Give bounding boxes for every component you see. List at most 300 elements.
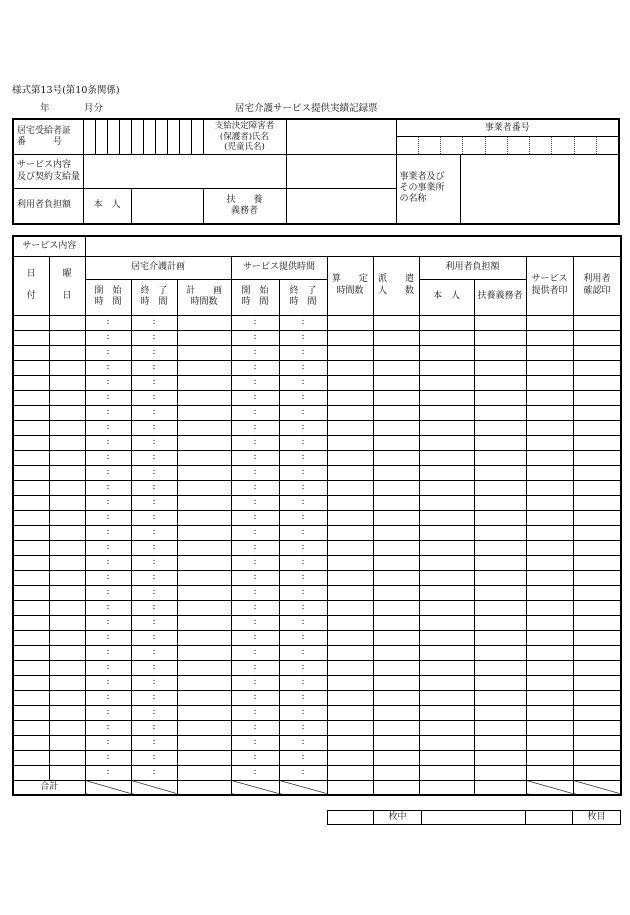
plan-end-cell[interactable] bbox=[131, 405, 177, 420]
day-cell[interactable] bbox=[13, 540, 49, 555]
burden-self-cell[interactable] bbox=[419, 375, 474, 390]
weekday-cell[interactable] bbox=[49, 600, 85, 615]
user-seal-cell[interactable] bbox=[573, 555, 621, 570]
plan-end-cell[interactable] bbox=[131, 765, 177, 780]
service-contract-field-2[interactable] bbox=[286, 155, 396, 189]
burden-dependent-cell[interactable] bbox=[474, 450, 526, 465]
burden-dependent-cell[interactable] bbox=[474, 495, 526, 510]
weekday-cell[interactable] bbox=[49, 720, 85, 735]
dispatch-cell[interactable] bbox=[373, 750, 419, 765]
plan-start-cell[interactable] bbox=[85, 360, 131, 375]
plan-hours-cell[interactable] bbox=[177, 525, 231, 540]
calc-hours-cell[interactable] bbox=[327, 405, 373, 420]
beneficiary-name-field[interactable] bbox=[286, 119, 396, 155]
plan-end-cell[interactable] bbox=[131, 660, 177, 675]
burden-self-cell[interactable] bbox=[419, 735, 474, 750]
plan-hours-cell[interactable] bbox=[177, 435, 231, 450]
burden-dependent-cell[interactable] bbox=[474, 465, 526, 480]
day-cell[interactable] bbox=[13, 555, 49, 570]
day-cell[interactable] bbox=[13, 570, 49, 585]
burden-self-cell[interactable] bbox=[419, 690, 474, 705]
provision-end-cell[interactable] bbox=[279, 615, 327, 630]
dispatch-cell[interactable] bbox=[373, 390, 419, 405]
user-seal-cell[interactable] bbox=[573, 735, 621, 750]
burden-self-cell[interactable] bbox=[419, 720, 474, 735]
burden-self-cell[interactable] bbox=[419, 390, 474, 405]
plan-start-cell[interactable] bbox=[85, 615, 131, 630]
calc-hours-cell[interactable] bbox=[327, 720, 373, 735]
plan-start-cell[interactable] bbox=[85, 420, 131, 435]
user-seal-cell[interactable] bbox=[573, 375, 621, 390]
provision-start-cell[interactable] bbox=[231, 525, 279, 540]
burden-dependent-cell[interactable] bbox=[474, 690, 526, 705]
user-seal-cell[interactable] bbox=[573, 465, 621, 480]
weekday-cell[interactable] bbox=[49, 645, 85, 660]
calc-hours-cell[interactable] bbox=[327, 675, 373, 690]
provider-seal-cell[interactable] bbox=[526, 360, 573, 375]
plan-end-cell[interactable] bbox=[131, 525, 177, 540]
plan-start-cell[interactable] bbox=[85, 720, 131, 735]
plan-start-cell[interactable] bbox=[85, 510, 131, 525]
plan-hours-cell[interactable] bbox=[177, 705, 231, 720]
plan-start-cell[interactable] bbox=[85, 765, 131, 780]
burden-self-cell[interactable] bbox=[419, 510, 474, 525]
provider-seal-cell[interactable] bbox=[526, 345, 573, 360]
provider-seal-cell[interactable] bbox=[526, 480, 573, 495]
weekday-cell[interactable] bbox=[49, 660, 85, 675]
burden-dependent-cell[interactable] bbox=[474, 645, 526, 660]
plan-end-cell[interactable] bbox=[131, 420, 177, 435]
provision-start-cell[interactable] bbox=[231, 540, 279, 555]
burden-dependent-cell[interactable] bbox=[474, 705, 526, 720]
weekday-cell[interactable] bbox=[49, 675, 85, 690]
plan-hours-cell[interactable] bbox=[177, 315, 231, 330]
user-seal-cell[interactable] bbox=[573, 660, 621, 675]
calc-hours-cell[interactable] bbox=[327, 525, 373, 540]
plan-start-cell[interactable] bbox=[85, 450, 131, 465]
calc-hours-cell[interactable] bbox=[327, 735, 373, 750]
burden-dependent-cell[interactable] bbox=[474, 675, 526, 690]
burden-self-cell[interactable] bbox=[419, 495, 474, 510]
day-cell[interactable] bbox=[13, 405, 49, 420]
burden-self-cell[interactable] bbox=[419, 645, 474, 660]
provision-end-cell[interactable] bbox=[279, 645, 327, 660]
provision-start-cell[interactable] bbox=[231, 630, 279, 645]
provision-end-cell[interactable] bbox=[279, 720, 327, 735]
dispatch-cell[interactable] bbox=[373, 360, 419, 375]
plan-end-cell[interactable] bbox=[131, 495, 177, 510]
plan-start-cell[interactable] bbox=[85, 375, 131, 390]
burden-dependent-cell[interactable] bbox=[474, 390, 526, 405]
dispatch-cell[interactable] bbox=[373, 675, 419, 690]
dispatch-cell[interactable] bbox=[373, 330, 419, 345]
calc-hours-cell[interactable] bbox=[327, 705, 373, 720]
provision-end-cell[interactable] bbox=[279, 585, 327, 600]
provision-end-cell[interactable] bbox=[279, 735, 327, 750]
weekday-cell[interactable] bbox=[49, 585, 85, 600]
day-cell[interactable] bbox=[13, 330, 49, 345]
user-seal-cell[interactable] bbox=[573, 705, 621, 720]
provision-end-cell[interactable] bbox=[279, 690, 327, 705]
calc-hours-cell[interactable] bbox=[327, 630, 373, 645]
provision-end-cell[interactable] bbox=[279, 330, 327, 345]
dispatch-cell[interactable] bbox=[373, 705, 419, 720]
burden-dependent-cell[interactable] bbox=[474, 420, 526, 435]
provision-start-cell[interactable] bbox=[231, 690, 279, 705]
calc-hours-cell[interactable] bbox=[327, 390, 373, 405]
calc-hours-cell[interactable] bbox=[327, 345, 373, 360]
provision-end-cell[interactable] bbox=[279, 600, 327, 615]
dispatch-cell[interactable] bbox=[373, 660, 419, 675]
provider-seal-cell[interactable] bbox=[526, 765, 573, 780]
burden-self-cell[interactable] bbox=[419, 360, 474, 375]
provision-start-cell[interactable] bbox=[231, 465, 279, 480]
dispatch-cell[interactable] bbox=[373, 645, 419, 660]
weekday-cell[interactable] bbox=[49, 405, 85, 420]
provider-seal-cell[interactable] bbox=[526, 570, 573, 585]
provider-number-boxes[interactable] bbox=[397, 137, 619, 154]
provider-seal-cell[interactable] bbox=[526, 690, 573, 705]
user-seal-cell[interactable] bbox=[573, 510, 621, 525]
dispatch-cell[interactable] bbox=[373, 720, 419, 735]
provision-end-cell[interactable] bbox=[279, 375, 327, 390]
burden-self-cell[interactable] bbox=[419, 765, 474, 780]
user-seal-cell[interactable] bbox=[573, 720, 621, 735]
burden-dependent-cell[interactable] bbox=[474, 315, 526, 330]
provider-seal-cell[interactable] bbox=[526, 615, 573, 630]
plan-start-cell[interactable] bbox=[85, 750, 131, 765]
plan-start-cell[interactable] bbox=[85, 645, 131, 660]
weekday-cell[interactable] bbox=[49, 390, 85, 405]
provider-seal-cell[interactable] bbox=[526, 645, 573, 660]
user-seal-cell[interactable] bbox=[573, 675, 621, 690]
provider-name-field[interactable] bbox=[460, 155, 619, 224]
provision-start-cell[interactable] bbox=[231, 705, 279, 720]
plan-end-cell[interactable] bbox=[131, 735, 177, 750]
provision-start-cell[interactable] bbox=[231, 330, 279, 345]
provider-seal-cell[interactable] bbox=[526, 375, 573, 390]
plan-hours-cell[interactable] bbox=[177, 600, 231, 615]
burden-dependent-cell[interactable] bbox=[474, 600, 526, 615]
provider-seal-cell[interactable] bbox=[526, 735, 573, 750]
burden-self-cell[interactable] bbox=[419, 315, 474, 330]
provision-end-cell[interactable] bbox=[279, 510, 327, 525]
provider-seal-cell[interactable] bbox=[526, 510, 573, 525]
provision-start-cell[interactable] bbox=[231, 315, 279, 330]
day-cell[interactable] bbox=[13, 660, 49, 675]
dispatch-cell[interactable] bbox=[373, 570, 419, 585]
provider-seal-cell[interactable] bbox=[526, 405, 573, 420]
dispatch-cell[interactable] bbox=[373, 465, 419, 480]
provision-start-cell[interactable] bbox=[231, 660, 279, 675]
burden-self-cell[interactable] bbox=[419, 540, 474, 555]
user-seal-cell[interactable] bbox=[573, 315, 621, 330]
calc-hours-cell[interactable] bbox=[327, 555, 373, 570]
weekday-cell[interactable] bbox=[49, 540, 85, 555]
burden-self-cell[interactable] bbox=[419, 465, 474, 480]
plan-start-cell[interactable] bbox=[85, 315, 131, 330]
provision-end-cell[interactable] bbox=[279, 405, 327, 420]
calc-hours-cell[interactable] bbox=[327, 330, 373, 345]
burden-self-cell[interactable] bbox=[419, 570, 474, 585]
day-cell[interactable] bbox=[13, 480, 49, 495]
plan-hours-cell[interactable] bbox=[177, 360, 231, 375]
plan-hours-cell[interactable] bbox=[177, 630, 231, 645]
day-cell[interactable] bbox=[13, 765, 49, 780]
provider-seal-cell[interactable] bbox=[526, 555, 573, 570]
calc-hours-cell[interactable] bbox=[327, 510, 373, 525]
plan-hours-cell[interactable] bbox=[177, 480, 231, 495]
plan-end-cell[interactable] bbox=[131, 630, 177, 645]
user-seal-cell[interactable] bbox=[573, 600, 621, 615]
provider-seal-cell[interactable] bbox=[526, 720, 573, 735]
plan-hours-cell[interactable] bbox=[177, 405, 231, 420]
weekday-cell[interactable] bbox=[49, 570, 85, 585]
day-cell[interactable] bbox=[13, 615, 49, 630]
weekday-cell[interactable] bbox=[49, 450, 85, 465]
plan-start-cell[interactable] bbox=[85, 465, 131, 480]
day-cell[interactable] bbox=[13, 585, 49, 600]
plan-end-cell[interactable] bbox=[131, 540, 177, 555]
dispatch-cell[interactable] bbox=[373, 735, 419, 750]
provision-end-cell[interactable] bbox=[279, 630, 327, 645]
burden-dependent-cell[interactable] bbox=[474, 525, 526, 540]
burden-dependent-cell[interactable] bbox=[474, 540, 526, 555]
provider-seal-cell[interactable] bbox=[526, 540, 573, 555]
weekday-cell[interactable] bbox=[49, 735, 85, 750]
burden-self-cell[interactable] bbox=[419, 705, 474, 720]
weekday-cell[interactable] bbox=[49, 525, 85, 540]
dispatch-cell[interactable] bbox=[373, 405, 419, 420]
total-burden-self[interactable] bbox=[419, 780, 474, 795]
plan-end-cell[interactable] bbox=[131, 645, 177, 660]
day-cell[interactable] bbox=[13, 600, 49, 615]
weekday-cell[interactable] bbox=[49, 615, 85, 630]
dispatch-cell[interactable] bbox=[373, 510, 419, 525]
day-cell[interactable] bbox=[13, 720, 49, 735]
user-seal-cell[interactable] bbox=[573, 345, 621, 360]
plan-hours-cell[interactable] bbox=[177, 750, 231, 765]
burden-self-cell[interactable] bbox=[419, 555, 474, 570]
day-cell[interactable] bbox=[13, 345, 49, 360]
recipient-number-box[interactable] bbox=[191, 119, 203, 155]
provision-start-cell[interactable] bbox=[231, 345, 279, 360]
provision-end-cell[interactable] bbox=[279, 450, 327, 465]
provision-end-cell[interactable] bbox=[279, 435, 327, 450]
recipient-number-box[interactable] bbox=[83, 119, 95, 155]
dispatch-cell[interactable] bbox=[373, 315, 419, 330]
plan-end-cell[interactable] bbox=[131, 720, 177, 735]
dispatch-cell[interactable] bbox=[373, 765, 419, 780]
provider-seal-cell[interactable] bbox=[526, 630, 573, 645]
dispatch-cell[interactable] bbox=[373, 525, 419, 540]
dispatch-cell[interactable] bbox=[373, 555, 419, 570]
burden-self-cell[interactable] bbox=[419, 675, 474, 690]
day-cell[interactable] bbox=[13, 675, 49, 690]
plan-hours-cell[interactable] bbox=[177, 465, 231, 480]
weekday-cell[interactable] bbox=[49, 555, 85, 570]
weekday-cell[interactable] bbox=[49, 765, 85, 780]
user-seal-cell[interactable] bbox=[573, 540, 621, 555]
day-cell[interactable] bbox=[13, 630, 49, 645]
calc-hours-cell[interactable] bbox=[327, 360, 373, 375]
plan-start-cell[interactable] bbox=[85, 525, 131, 540]
calc-hours-cell[interactable] bbox=[327, 375, 373, 390]
plan-end-cell[interactable] bbox=[131, 330, 177, 345]
recipient-number-box[interactable] bbox=[107, 119, 119, 155]
recipient-number-box[interactable] bbox=[179, 119, 191, 155]
burden-self-cell[interactable] bbox=[419, 405, 474, 420]
provider-seal-cell[interactable] bbox=[526, 675, 573, 690]
service-contract-field[interactable] bbox=[83, 155, 286, 189]
provision-end-cell[interactable] bbox=[279, 465, 327, 480]
burden-dependent-cell[interactable] bbox=[474, 750, 526, 765]
plan-hours-cell[interactable] bbox=[177, 510, 231, 525]
plan-start-cell[interactable] bbox=[85, 705, 131, 720]
plan-end-cell[interactable] bbox=[131, 555, 177, 570]
plan-end-cell[interactable] bbox=[131, 675, 177, 690]
plan-end-cell[interactable] bbox=[131, 600, 177, 615]
burden-dependent-cell[interactable] bbox=[474, 345, 526, 360]
burden-dependent-cell[interactable] bbox=[474, 615, 526, 630]
provision-end-cell[interactable] bbox=[279, 540, 327, 555]
day-cell[interactable] bbox=[13, 510, 49, 525]
plan-end-cell[interactable] bbox=[131, 360, 177, 375]
plan-end-cell[interactable] bbox=[131, 705, 177, 720]
provider-seal-cell[interactable] bbox=[526, 750, 573, 765]
user-seal-cell[interactable] bbox=[573, 570, 621, 585]
burden-dependent-cell[interactable] bbox=[474, 405, 526, 420]
user-seal-cell[interactable] bbox=[573, 615, 621, 630]
plan-hours-cell[interactable] bbox=[177, 540, 231, 555]
provision-end-cell[interactable] bbox=[279, 480, 327, 495]
provision-start-cell[interactable] bbox=[231, 390, 279, 405]
weekday-cell[interactable] bbox=[49, 315, 85, 330]
user-seal-cell[interactable] bbox=[573, 525, 621, 540]
user-seal-cell[interactable] bbox=[573, 750, 621, 765]
weekday-cell[interactable] bbox=[49, 345, 85, 360]
provision-end-cell[interactable] bbox=[279, 420, 327, 435]
burden-dependent-cell[interactable] bbox=[474, 360, 526, 375]
provision-end-cell[interactable] bbox=[279, 660, 327, 675]
plan-hours-cell[interactable] bbox=[177, 570, 231, 585]
provider-seal-cell[interactable] bbox=[526, 315, 573, 330]
recipient-number-box[interactable] bbox=[131, 119, 143, 155]
plan-hours-cell[interactable] bbox=[177, 555, 231, 570]
burden-self-cell[interactable] bbox=[419, 585, 474, 600]
burden-dependent-cell[interactable] bbox=[474, 510, 526, 525]
weekday-cell[interactable] bbox=[49, 750, 85, 765]
calc-hours-cell[interactable] bbox=[327, 570, 373, 585]
plan-end-cell[interactable] bbox=[131, 450, 177, 465]
provision-start-cell[interactable] bbox=[231, 375, 279, 390]
plan-start-cell[interactable] bbox=[85, 390, 131, 405]
day-cell[interactable] bbox=[13, 390, 49, 405]
burden-dependent-cell[interactable] bbox=[474, 435, 526, 450]
weekday-cell[interactable] bbox=[49, 705, 85, 720]
provision-end-cell[interactable] bbox=[279, 675, 327, 690]
dispatch-cell[interactable] bbox=[373, 480, 419, 495]
plan-end-cell[interactable] bbox=[131, 570, 177, 585]
day-cell[interactable] bbox=[13, 315, 49, 330]
dispatch-cell[interactable] bbox=[373, 630, 419, 645]
total-dispatch[interactable] bbox=[373, 780, 419, 795]
plan-hours-cell[interactable] bbox=[177, 375, 231, 390]
plan-hours-cell[interactable] bbox=[177, 720, 231, 735]
calc-hours-cell[interactable] bbox=[327, 435, 373, 450]
provider-seal-cell[interactable] bbox=[526, 525, 573, 540]
plan-end-cell[interactable] bbox=[131, 345, 177, 360]
provision-start-cell[interactable] bbox=[231, 720, 279, 735]
user-seal-cell[interactable] bbox=[573, 360, 621, 375]
calc-hours-cell[interactable] bbox=[327, 315, 373, 330]
plan-end-cell[interactable] bbox=[131, 750, 177, 765]
user-seal-cell[interactable] bbox=[573, 330, 621, 345]
calc-hours-cell[interactable] bbox=[327, 420, 373, 435]
provision-start-cell[interactable] bbox=[231, 555, 279, 570]
day-cell[interactable] bbox=[13, 435, 49, 450]
weekday-cell[interactable] bbox=[49, 690, 85, 705]
provider-seal-cell[interactable] bbox=[526, 585, 573, 600]
plan-start-cell[interactable] bbox=[85, 600, 131, 615]
dispatch-cell[interactable] bbox=[373, 420, 419, 435]
plan-start-cell[interactable] bbox=[85, 585, 131, 600]
burden-dependent-cell[interactable] bbox=[474, 735, 526, 750]
provision-start-cell[interactable] bbox=[231, 480, 279, 495]
user-seal-cell[interactable] bbox=[573, 495, 621, 510]
provision-start-cell[interactable] bbox=[231, 495, 279, 510]
burden-dependent-cell[interactable] bbox=[474, 585, 526, 600]
dispatch-cell[interactable] bbox=[373, 600, 419, 615]
self-amount-field[interactable] bbox=[131, 189, 203, 224]
burden-self-cell[interactable] bbox=[419, 660, 474, 675]
burden-dependent-cell[interactable] bbox=[474, 480, 526, 495]
calc-hours-cell[interactable] bbox=[327, 450, 373, 465]
plan-end-cell[interactable] bbox=[131, 390, 177, 405]
calc-hours-cell[interactable] bbox=[327, 600, 373, 615]
service-content-field[interactable] bbox=[85, 236, 621, 256]
plan-hours-cell[interactable] bbox=[177, 615, 231, 630]
plan-hours-cell[interactable] bbox=[177, 675, 231, 690]
provision-end-cell[interactable] bbox=[279, 315, 327, 330]
calc-hours-cell[interactable] bbox=[327, 690, 373, 705]
day-cell[interactable] bbox=[13, 450, 49, 465]
provision-start-cell[interactable] bbox=[231, 360, 279, 375]
user-seal-cell[interactable] bbox=[573, 645, 621, 660]
dispatch-cell[interactable] bbox=[373, 615, 419, 630]
day-cell[interactable] bbox=[13, 375, 49, 390]
dispatch-cell[interactable] bbox=[373, 345, 419, 360]
plan-hours-cell[interactable] bbox=[177, 420, 231, 435]
user-seal-cell[interactable] bbox=[573, 450, 621, 465]
weekday-cell[interactable] bbox=[49, 630, 85, 645]
provision-start-cell[interactable] bbox=[231, 510, 279, 525]
calc-hours-cell[interactable] bbox=[327, 615, 373, 630]
plan-start-cell[interactable] bbox=[85, 555, 131, 570]
weekday-cell[interactable] bbox=[49, 435, 85, 450]
total-plan-hours[interactable] bbox=[177, 780, 231, 795]
user-seal-cell[interactable] bbox=[573, 690, 621, 705]
recipient-number-box[interactable] bbox=[155, 119, 167, 155]
burden-self-cell[interactable] bbox=[419, 420, 474, 435]
provision-start-cell[interactable] bbox=[231, 675, 279, 690]
weekday-cell[interactable] bbox=[49, 360, 85, 375]
provision-end-cell[interactable] bbox=[279, 525, 327, 540]
provision-start-cell[interactable] bbox=[231, 570, 279, 585]
provision-start-cell[interactable] bbox=[231, 615, 279, 630]
provision-start-cell[interactable] bbox=[231, 450, 279, 465]
plan-hours-cell[interactable] bbox=[177, 345, 231, 360]
